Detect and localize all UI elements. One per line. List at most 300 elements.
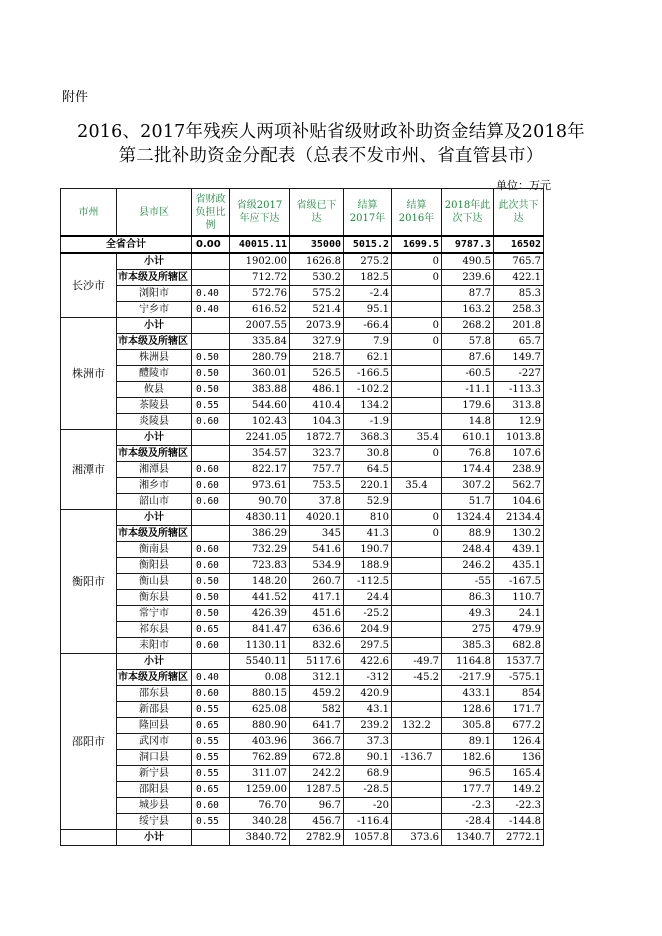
value-cell-v4: 373.6 — [392, 830, 442, 846]
value-cell-v3: 90.1 — [344, 750, 392, 766]
value-cell-v6: 313.8 — [494, 398, 544, 414]
county-name: 邵东县 — [117, 686, 192, 702]
county-name: 市本级及所辖区 — [117, 526, 192, 542]
value-cell-v2: 582 — [290, 702, 344, 718]
header-city: 市州 — [61, 189, 117, 237]
ratio-cell — [192, 526, 230, 542]
county-name: 湘乡市 — [117, 478, 192, 494]
table-row — [61, 750, 544, 766]
value-cell-v5: 87.6 — [442, 350, 494, 366]
ratio-cell — [192, 430, 230, 446]
value-cell-v6: 149.7 — [494, 350, 544, 366]
value-cell-v1: 572.76 — [230, 286, 290, 302]
county-name: 市本级及所辖区 — [117, 446, 192, 462]
table-row — [61, 814, 544, 830]
ratio-cell — [192, 510, 230, 526]
value-cell-v6: 439.1 — [494, 542, 544, 558]
value-cell-v1: 102.43 — [230, 414, 290, 430]
value-cell-v1: 441.52 — [230, 590, 290, 606]
value-cell-v5: 14.8 — [442, 414, 494, 430]
city-name — [61, 830, 117, 846]
county-name: 城步县 — [117, 798, 192, 814]
value-cell-v2: 345 — [290, 526, 344, 542]
value-cell-v6: -575.1 — [494, 670, 544, 686]
value-cell-v5: 433.1 — [442, 686, 494, 702]
value-cell-v4: 35.4 — [392, 478, 442, 494]
value-cell-v2: 104.3 — [290, 414, 344, 430]
table-row — [61, 686, 544, 702]
value-cell-v3: -116.4 — [344, 814, 392, 830]
value-cell-v3: -66.4 — [344, 318, 392, 334]
value-cell-v1: 880.90 — [230, 718, 290, 734]
value-cell-v3: -2.4 — [344, 286, 392, 302]
value-cell-v3: -102.2 — [344, 382, 392, 398]
value-cell-v4 — [392, 414, 442, 430]
value-cell-v1: 383.88 — [230, 382, 290, 398]
value-cell-v6: 1013.8 — [494, 430, 544, 446]
value-cell-v3: 1057.8 — [344, 830, 392, 846]
county-name: 绥宁县 — [117, 814, 192, 830]
ratio-cell: 0.55 — [192, 398, 230, 414]
title-line-1: 2016、2017年残疾人两项补贴省级财政补助资金结算及2018年 — [77, 122, 585, 142]
subtotal-row — [61, 510, 544, 526]
table-row — [61, 638, 544, 654]
value-cell-v5: 163.2 — [442, 302, 494, 318]
value-cell-v4 — [392, 574, 442, 590]
value-cell-v2: 575.2 — [290, 286, 344, 302]
county-name: 炎陵县 — [117, 414, 192, 430]
ratio-cell: 0.50 — [192, 350, 230, 366]
table-row — [61, 350, 544, 366]
value-cell-v3: 95.1 — [344, 302, 392, 318]
value-cell-v3: 190.7 — [344, 542, 392, 558]
value-cell-v5: 51.7 — [442, 494, 494, 510]
ratio-cell: 0.50 — [192, 574, 230, 590]
city-level-row — [61, 446, 544, 462]
county-name: 小计 — [117, 830, 192, 846]
value-cell-v3: 7.9 — [344, 334, 392, 350]
table-row — [61, 542, 544, 558]
value-cell-v5: 87.7 — [442, 286, 494, 302]
value-cell-v3: -20 — [344, 798, 392, 814]
table-row — [61, 494, 544, 510]
value-cell-v3: 297.5 — [344, 638, 392, 654]
value-cell-v1: 973.61 — [230, 478, 290, 494]
value-cell-v1: 335.84 — [230, 334, 290, 350]
value-cell-v1: 403.96 — [230, 734, 290, 750]
value-cell-v2: 96.7 — [290, 798, 344, 814]
value-cell-v6: 165.4 — [494, 766, 544, 782]
table-row — [61, 766, 544, 782]
value-cell-v5: 610.1 — [442, 430, 494, 446]
ratio-cell — [192, 253, 230, 270]
value-cell-v3: 41.3 — [344, 526, 392, 542]
value-cell-v6: 130.2 — [494, 526, 544, 542]
subtotal-row — [61, 253, 544, 270]
ratio-cell: 0.40 — [192, 670, 230, 686]
value-cell-v6: 258.3 — [494, 302, 544, 318]
value-cell-v1: 280.79 — [230, 350, 290, 366]
value-cell-v4 — [392, 782, 442, 798]
value-cell-v5: 239.6 — [442, 270, 494, 286]
table-row — [61, 414, 544, 430]
subtotal-row — [61, 830, 544, 846]
value-cell-v1: 2007.55 — [230, 318, 290, 334]
county-name: 武冈市 — [117, 734, 192, 750]
value-cell-v2: 459.2 — [290, 686, 344, 702]
value-cell-v2: 1626.8 — [290, 253, 344, 270]
title-line-2: 第二批补助资金分配表（总表不发市州、省直管县市） — [118, 146, 544, 166]
county-name: 新宁县 — [117, 766, 192, 782]
ratio-cell: 0.55 — [192, 814, 230, 830]
value-cell-v4 — [392, 622, 442, 638]
value-cell-v1: 544.60 — [230, 398, 290, 414]
value-cell-v6: 24.1 — [494, 606, 544, 622]
value-cell-v6: 107.6 — [494, 446, 544, 462]
value-cell-v4: 132.2 — [392, 718, 442, 734]
value-cell-v1: 5540.11 — [230, 654, 290, 670]
value-cell-v2: 832.6 — [290, 638, 344, 654]
ratio-cell: 0.60 — [192, 686, 230, 702]
value-cell-v4: 0 — [392, 270, 442, 286]
ratio-cell: 0.60 — [192, 542, 230, 558]
value-cell-v1: 354.57 — [230, 446, 290, 462]
value-cell-v6: 677.2 — [494, 718, 544, 734]
county-name: 韶山市 — [117, 494, 192, 510]
city-level-row — [61, 334, 544, 350]
total-v2: 35000 — [290, 236, 344, 253]
header-row — [61, 189, 544, 237]
value-cell-v1: 90.70 — [230, 494, 290, 510]
value-cell-v4 — [392, 286, 442, 302]
county-name: 市本级及所辖区 — [117, 270, 192, 286]
county-name: 小计 — [117, 430, 192, 446]
value-cell-v2: 260.7 — [290, 574, 344, 590]
unit-label: 单位：万元 — [496, 179, 551, 192]
value-cell-v5: 177.7 — [442, 782, 494, 798]
value-cell-v5: 96.5 — [442, 766, 494, 782]
value-cell-v4: -45.2 — [392, 670, 442, 686]
attachment-label: 附件 — [62, 90, 89, 105]
value-cell-v3: -166.5 — [344, 366, 392, 382]
value-cell-v1: 311.07 — [230, 766, 290, 782]
ratio-cell: 0.60 — [192, 558, 230, 574]
county-name: 市本级及所辖区 — [117, 334, 192, 350]
table-row — [61, 782, 544, 798]
value-cell-v3: 204.9 — [344, 622, 392, 638]
county-name: 市本级及所辖区 — [117, 670, 192, 686]
value-cell-v4: 0 — [392, 253, 442, 270]
value-cell-v4 — [392, 542, 442, 558]
value-cell-v5: 246.2 — [442, 558, 494, 574]
value-cell-v3: 52.9 — [344, 494, 392, 510]
value-cell-v5: 76.8 — [442, 446, 494, 462]
value-cell-v6: -144.8 — [494, 814, 544, 830]
value-cell-v5: -2.3 — [442, 798, 494, 814]
value-cell-v6: -167.5 — [494, 574, 544, 590]
value-cell-v4 — [392, 366, 442, 382]
value-cell-v2: 218.7 — [290, 350, 344, 366]
header-issue-2018: 2018年此次下达 — [442, 189, 494, 237]
value-cell-v1: 880.15 — [230, 686, 290, 702]
value-cell-v5: 88.9 — [442, 526, 494, 542]
ratio-cell — [192, 270, 230, 286]
value-cell-v2: 1872.7 — [290, 430, 344, 446]
value-cell-v3: 68.9 — [344, 766, 392, 782]
ratio-cell: 0.50 — [192, 590, 230, 606]
value-cell-v3: 275.2 — [344, 253, 392, 270]
value-cell-v6: -227 — [494, 366, 544, 382]
value-cell-v5: -11.1 — [442, 382, 494, 398]
value-cell-v5: 49.3 — [442, 606, 494, 622]
value-cell-v3: -112.5 — [344, 574, 392, 590]
header-total-issue: 此次共下达 — [494, 189, 544, 237]
county-name: 衡南县 — [117, 542, 192, 558]
value-cell-v6: 682.8 — [494, 638, 544, 654]
ratio-cell: 0.40 — [192, 286, 230, 302]
county-name: 洞口县 — [117, 750, 192, 766]
value-cell-v6: 238.9 — [494, 462, 544, 478]
value-cell-v3: 43.1 — [344, 702, 392, 718]
value-cell-v2: 641.7 — [290, 718, 344, 734]
table-row — [61, 366, 544, 382]
value-cell-v6: 171.7 — [494, 702, 544, 718]
value-cell-v2: 2782.9 — [290, 830, 344, 846]
ratio-cell: 0.60 — [192, 798, 230, 814]
value-cell-v6: 479.9 — [494, 622, 544, 638]
value-cell-v6: 2772.1 — [494, 830, 544, 846]
value-cell-v6: -113.3 — [494, 382, 544, 398]
value-cell-v5: 1324.4 — [442, 510, 494, 526]
value-cell-v1: 625.08 — [230, 702, 290, 718]
county-name: 茶陵县 — [117, 398, 192, 414]
value-cell-v5: 490.5 — [442, 253, 494, 270]
ratio-cell — [192, 446, 230, 462]
value-cell-v2: 312.1 — [290, 670, 344, 686]
value-cell-v6: 136 — [494, 750, 544, 766]
value-cell-v3: 37.3 — [344, 734, 392, 750]
table-row — [61, 398, 544, 414]
table-row — [61, 718, 544, 734]
value-cell-v6: -22.3 — [494, 798, 544, 814]
value-cell-v3: 810 — [344, 510, 392, 526]
city-name: 株洲市 — [61, 318, 117, 430]
value-cell-v6: 104.6 — [494, 494, 544, 510]
value-cell-v4: 0 — [392, 526, 442, 542]
county-name: 浏阳市 — [117, 286, 192, 302]
value-cell-v2: 37.8 — [290, 494, 344, 510]
value-cell-v1: 4830.11 — [230, 510, 290, 526]
value-cell-v5: 179.6 — [442, 398, 494, 414]
value-cell-v4: 0 — [392, 318, 442, 334]
value-cell-v5: 305.8 — [442, 718, 494, 734]
ratio-cell — [192, 830, 230, 846]
value-cell-v1: 148.20 — [230, 574, 290, 590]
county-name: 醴陵市 — [117, 366, 192, 382]
county-name: 小计 — [117, 253, 192, 270]
total-v5: 9787.3 — [442, 236, 494, 253]
value-cell-v2: 5117.6 — [290, 654, 344, 670]
value-cell-v4 — [392, 398, 442, 414]
value-cell-v5: 1340.7 — [442, 830, 494, 846]
table-row — [61, 302, 544, 318]
county-name: 隆回县 — [117, 718, 192, 734]
value-cell-v4 — [392, 638, 442, 654]
value-cell-v3: -28.5 — [344, 782, 392, 798]
county-name: 衡山县 — [117, 574, 192, 590]
value-cell-v3: -25.2 — [344, 606, 392, 622]
value-cell-v4 — [392, 686, 442, 702]
ratio-cell: 0.55 — [192, 702, 230, 718]
value-cell-v6: 435.1 — [494, 558, 544, 574]
county-name: 小计 — [117, 510, 192, 526]
value-cell-v2: 530.2 — [290, 270, 344, 286]
header-issued: 省级已下达 — [290, 189, 344, 237]
header-settle-2017: 结算2017年 — [344, 189, 392, 237]
value-cell-v1: 841.47 — [230, 622, 290, 638]
value-cell-v2: 521.4 — [290, 302, 344, 318]
city-name: 邵阳市 — [61, 654, 117, 830]
ratio-cell: 0.40 — [192, 302, 230, 318]
value-cell-v1: 762.89 — [230, 750, 290, 766]
value-cell-v5: 86.3 — [442, 590, 494, 606]
value-cell-v3: -1.9 — [344, 414, 392, 430]
ratio-cell: 0.55 — [192, 750, 230, 766]
value-cell-v2: 753.5 — [290, 478, 344, 494]
county-name: 衡东县 — [117, 590, 192, 606]
ratio-cell: 0.50 — [192, 606, 230, 622]
city-name: 长沙市 — [61, 253, 117, 318]
table-row — [61, 286, 544, 302]
value-cell-v2: 410.4 — [290, 398, 344, 414]
total-v4: 1699.5 — [392, 236, 442, 253]
value-cell-v4 — [392, 798, 442, 814]
value-cell-v6: 12.9 — [494, 414, 544, 430]
value-cell-v6: 765.7 — [494, 253, 544, 270]
value-cell-v1: 340.28 — [230, 814, 290, 830]
value-cell-v5: -55 — [442, 574, 494, 590]
ratio-cell: 0.65 — [192, 622, 230, 638]
table-row — [61, 590, 544, 606]
total-v3: 5015.2 — [344, 236, 392, 253]
value-cell-v6: 201.8 — [494, 318, 544, 334]
ratio-cell: 0.60 — [192, 478, 230, 494]
value-cell-v4 — [392, 382, 442, 398]
value-cell-v3: 30.8 — [344, 446, 392, 462]
value-cell-v3: 188.9 — [344, 558, 392, 574]
value-cell-v6: 562.7 — [494, 478, 544, 494]
value-cell-v3: 182.5 — [344, 270, 392, 286]
value-cell-v4 — [392, 814, 442, 830]
value-cell-v5: 174.4 — [442, 462, 494, 478]
value-cell-v5: 89.1 — [442, 734, 494, 750]
value-cell-v6: 110.7 — [494, 590, 544, 606]
value-cell-v4 — [392, 350, 442, 366]
ratio-cell — [192, 334, 230, 350]
value-cell-v4 — [392, 558, 442, 574]
value-cell-v1: 3840.72 — [230, 830, 290, 846]
value-cell-v5: -60.5 — [442, 366, 494, 382]
value-cell-v1: 723.83 — [230, 558, 290, 574]
table-row — [61, 702, 544, 718]
value-cell-v5: 385.3 — [442, 638, 494, 654]
subtotal-row — [61, 430, 544, 446]
value-cell-v6: 149.2 — [494, 782, 544, 798]
county-name: 常宁市 — [117, 606, 192, 622]
table-row — [61, 622, 544, 638]
ratio-cell — [192, 654, 230, 670]
value-cell-v3: 220.1 — [344, 478, 392, 494]
value-cell-v5: 128.6 — [442, 702, 494, 718]
value-cell-v5: 1164.8 — [442, 654, 494, 670]
value-cell-v4 — [392, 462, 442, 478]
county-name: 宁乡市 — [117, 302, 192, 318]
value-cell-v2: 1287.5 — [290, 782, 344, 798]
value-cell-v4 — [392, 302, 442, 318]
table-row — [61, 478, 544, 494]
table-row — [61, 798, 544, 814]
value-cell-v1: 2241.05 — [230, 430, 290, 446]
value-cell-v5: -28.4 — [442, 814, 494, 830]
value-cell-v2: 757.7 — [290, 462, 344, 478]
value-cell-v4: 0 — [392, 446, 442, 462]
value-cell-v3: 422.6 — [344, 654, 392, 670]
ratio-cell — [192, 318, 230, 334]
table-row — [61, 558, 544, 574]
value-cell-v4 — [392, 766, 442, 782]
value-cell-v5: 57.8 — [442, 334, 494, 350]
value-cell-v4 — [392, 606, 442, 622]
value-cell-v3: 239.2 — [344, 718, 392, 734]
value-cell-v2: 327.9 — [290, 334, 344, 350]
value-cell-v1: 1130.11 — [230, 638, 290, 654]
value-cell-v6: 65.7 — [494, 334, 544, 350]
value-cell-v1: 360.01 — [230, 366, 290, 382]
page-title — [40, 120, 622, 168]
value-cell-v2: 417.1 — [290, 590, 344, 606]
value-cell-v5: -217.9 — [442, 670, 494, 686]
value-cell-v1: 426.39 — [230, 606, 290, 622]
value-cell-v3: -312 — [344, 670, 392, 686]
value-cell-v2: 456.7 — [290, 814, 344, 830]
ratio-cell: 0.50 — [192, 382, 230, 398]
value-cell-v3: 134.2 — [344, 398, 392, 414]
value-cell-v3: 24.4 — [344, 590, 392, 606]
province-total-row — [61, 236, 544, 253]
value-cell-v4: 35.4 — [392, 430, 442, 446]
value-cell-v1: 822.17 — [230, 462, 290, 478]
ratio-cell: 0.55 — [192, 734, 230, 750]
value-cell-v4: 0 — [392, 510, 442, 526]
table-row — [61, 734, 544, 750]
county-name: 湘潭县 — [117, 462, 192, 478]
value-cell-v6: 854 — [494, 686, 544, 702]
value-cell-v5: 307.2 — [442, 478, 494, 494]
county-name: 邵阳县 — [117, 782, 192, 798]
value-cell-v2: 366.7 — [290, 734, 344, 750]
value-cell-v5: 268.2 — [442, 318, 494, 334]
ratio-cell: 0.65 — [192, 782, 230, 798]
value-cell-v2: 486.1 — [290, 382, 344, 398]
value-cell-v2: 4020.1 — [290, 510, 344, 526]
value-cell-v5: 275 — [442, 622, 494, 638]
city-level-row — [61, 270, 544, 286]
total-v1: 40015.11 — [230, 236, 290, 253]
ratio-cell: 0.55 — [192, 766, 230, 782]
ratio-cell: 0.65 — [192, 718, 230, 734]
ratio-cell: 0.60 — [192, 414, 230, 430]
value-cell-v1: 1259.00 — [230, 782, 290, 798]
